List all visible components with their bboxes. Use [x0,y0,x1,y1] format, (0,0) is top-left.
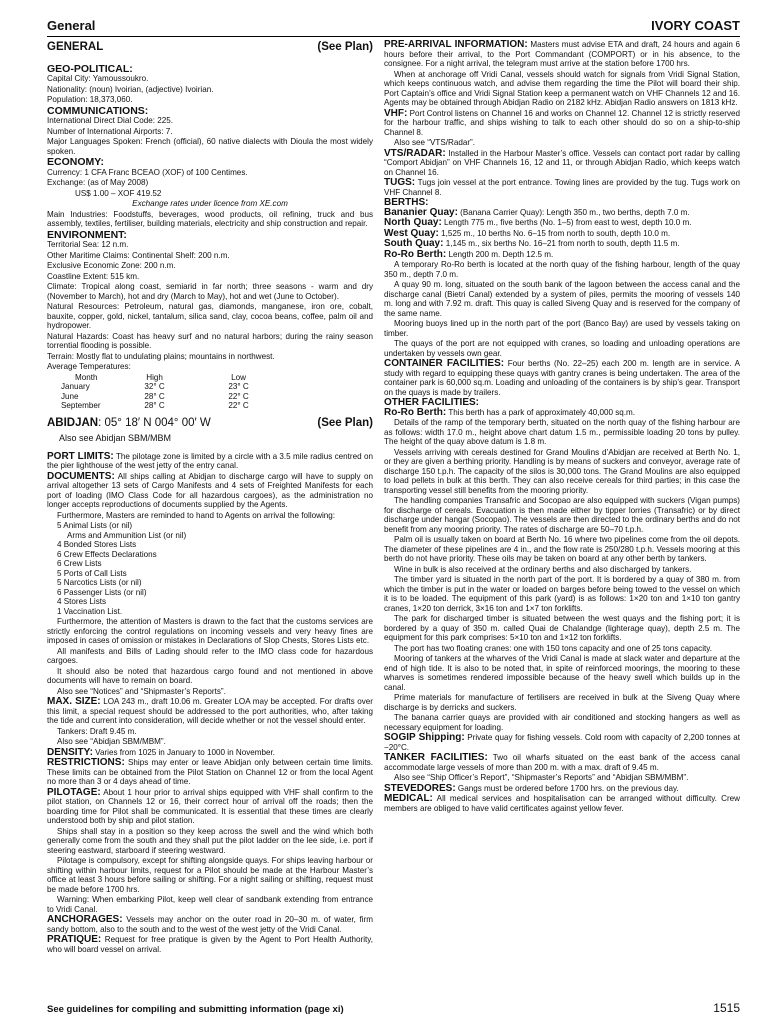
see-plan-link[interactable]: (See Plan) [317,416,373,429]
pilotage-para: Ships shall stay in a position so they keep across the swell and the wind which both generally come from the south and they shall put the pilot ladder on the lee side, i.e. port if steering eastward, starboard if steering westward. [47,826,373,855]
other-para: The banana carrier quays are provided with air conditioned and stocking hangers as well as necessary equipment for loading. [384,713,740,732]
geo-line: Nationality: (noun) Ivoirian, (adjective) Ivoirian. [47,84,214,94]
exchange-note: Exchange rates under licence from XE.com [132,199,288,208]
berth-south: South Quay: 1,145 m., six berths No. 16–21 from north to south, depth 11.5 m. [384,238,680,249]
pratique: PRATIQUE: Request for free pratique is given by the Agent to Port Health Authority, who will board vessel on arrival. [47,934,373,954]
vts-radar: VTS/RADAR: Installed in the Harbour Master’s office. Vessels can contact port radar by calling “Comport Abidjan” on VHF Channels 16, 12 and 11, or through Abidjan Radio, which keeps watch on Channel 16. [384,147,740,177]
table-row: September 28° C 22° C [61,401,249,410]
env-line: Territorial Sea: 12 n.m. [47,240,129,249]
other-para: The handling companies Transafric and Socopao are also equipped with suckers (Vigan pumps) for discharge of cereals. Evacuation is then made either by tipper lorries (Transafric) or by direct discharge under hangar (Socopao). The vessels are then directed to the ordinary berths and do not benefit from any mooring priority. The rates of discharge are 50–70 t.p.h. [384,496,740,534]
pilotage: PILOTAGE: About 1 hour prior to arrival ships equipped with VHF shall confirm to the pilot station, on Channels 12 or 16, their correct hour of arrival off the roads; then the boarding time for Pilot shall be communicated. It is essential that these times are clearly understood both by ship and pilot station. [47,786,373,825]
tanker-para: Also see “Ship Officer’s Report”, “Shipmaster’s Reports” and “Abidjan SBM/MBM”. [394,773,689,782]
other-para: Prime materials for manufacture of fertilisers are received in bulk at the Siveng Quay where discharge is by derricks and suckers. [384,693,740,712]
pre-arrival-para: When at anchorage off Vridi Canal, vessels should watch for signals from Vridi Signal Station, which keeps continuous watch, and advise them regarding the time the Pilot will board their ship. Port Captain’s office and Vridi Signal Station keep a permanent watch on VHF Channels 12 and 16. Agents may be obtained through Abidjan Radio on 2182 kHz. Abidjan Radio answers on 1813 kHz. [384,69,740,107]
comm-line: International Direct Dial Code: 225. [47,116,173,125]
list-item: 6 Crew Lists [57,559,102,568]
max-size: MAX. SIZE: LOA 243 m., draft 10.06 m. Greater LOA may be accepted. For drafts over this limit, a special request should be addressed to the port authorities, who, after taking the tide and current into consideration, will decide whether or not the vessel should enter. [47,696,373,725]
geo-line: Capital City: Yamoussoukro. [47,74,149,83]
other-para: Wine in bulk is also received at the ordinary berths and also discharged by tankers. [394,564,692,574]
documents-para: All manifests and Bills of Lading should refer to the IMO class code for hazardous cargoes. [47,646,373,665]
list-item: Arms and Ammunition List (or nil) [67,530,187,540]
list-item: 6 Crew Effects Declarations [57,549,157,559]
container-facilities: CONTAINER FACILITIES: Four berths (No. 22–25) each 200 m. length are in service. A study with regard to equipping these quays with gantry cranes is being undertaken. The area of the container park is 60,000 sq.m. Loading and unloading of the containers is by ship’s gear. Transport on the quays is made by trailers. [384,358,740,397]
see-also-sbm: Also see Abidjan SBM/MBM [59,433,172,443]
berth-bananier: Bananier Quay: (Banana Carrier Quay): Length 350 m., two berths, depth 7.0 m. [384,206,690,218]
comm-line: Number of International Airports: 7. [47,126,173,136]
other-para: Palm oil is usually taken on board at Berth No. 16 where two pipelines come from the oil depots. The diameter of these pipelines are 4 in., and the flow rate is 250/280 t.p.h. Vessels mooring at this berth do not have priority. These oils may be taken on board at any other berth by tankers. [384,535,740,563]
other-facilities-heading: OTHER FACILITIES: [384,397,479,408]
env-line: Coastline Extent: 515 km. [47,271,140,281]
berths-heading: BERTHS: [384,197,429,208]
other-para: Vessels arriving with cereals destined for Grand Moulins d’Abidjan are received at Berth No. 1, or they are given a berthing priority. Handling is by means of suckers and conveyor, average rate of discharge 150 t.p.h. The capacity of the silos is 30,000 tons. The Grand Moulins are also equipped to load pellets in bulk at this berth. They can also receive cereals for third parties; in this case the transporting vessel still benefits from the mooring priority. [384,447,740,495]
table-row: January 32° C 23° C [61,382,249,391]
port-coordinates: : 05° 18′ N 004° 00′ W [98,416,211,429]
env-line: Exclusive Economic Zone: 200 n.m. [47,261,176,270]
max-size-para: Also see “Abidjan SBM/MBM”. [57,737,166,746]
tugs: TUGS: Tugs join vessel at the port entrance. Towing lines are provided by the tug. Tugs work on VHF Channel 8. [384,177,740,197]
footer-guidelines: See guidelines for compiling and submitting information (page xi) [47,1004,344,1015]
temperature-table [61,373,293,411]
environment-heading: ENVIRONMENT: [47,228,127,241]
other-para: The port has two floating cranes: one with 150 tons capacity and one of 25 tons capacity. [394,643,712,653]
communications-heading: COMMUNICATIONS: [47,104,149,117]
other-para: Details of the ramp of the temporary berth, situated on the north quay of the fishing harbour are as follows: width 17.0 m., height above chart datum 1.5 m., permissible loading 20 tons by pulley. The height of the quay above datum is 1.8 m. [384,418,740,446]
list-item: 5 Animal Lists (or nil) [57,521,133,530]
berth-north: North Quay: Length 775 m., five berths (No. 1–5) from east to west, depth 10.0 m. [384,217,692,228]
comm-line: Major Languages Spoken: French (official), 60 native dialects with Dioula the most widely spoken. [47,137,373,156]
berths-para: A temporary Ro-Ro berth is located at the north quay of the fishing harbour, length of the quay 350 m., depth 7.0 m. [384,260,740,279]
other-para: The timber yard is situated in the north part of the port. It is bordered by a quay of 380 m. from which the timber is put in the water or loaded on barges before being towed to the vessel on which it is to be loaded. The equipment of this park (yard) is as follows: 1×20 ton and 1×10 ton gantry cranes, 1×20 ton derrick, 3×16 ton and 1×7 ton forklifts. [384,575,740,613]
vhf: VHF: Port Control listens on Channel 16 and works on Channel 12. Channel 12 is strictly reserved for the harbour traffic, and ships wishing to talk to each other should do so on a ship-to-ship Channel 8. [384,107,740,137]
econ-line: Exchange: (as of May 2008) [47,178,149,187]
env-line: Natural Hazards: Coast has heavy surf and no natural harbors; during the rainy season torrential flooding is possible. [47,331,373,350]
berth-west: West Quay: 1,525 m., 10 berths No. 6–15 from north to south, depth 10.0 m. [384,227,671,239]
geo-line: Population: 18,373,060. [47,95,133,104]
header-rule [47,36,740,37]
documents-para: Furthermore, Masters are reminded to hand to Agents on arrival the following: [57,510,336,520]
medical: MEDICAL: All medical services and hospitalisation can be arranged without difficulty. Crew members are obliged to have valid certificates against yellow fever. [384,793,740,813]
restrictions: RESTRICTIONS: Ships may enter or leave Abidjan only between certain time limits. These limits can be obtained from the Pilot Station on Channel 12 or from the local Agent no more than 3 or 4 days ahead of time. [47,757,373,786]
left-column [47,40,373,1000]
documents: DOCUMENTS: All ships calling at Abidjan to discharge cargo will have to supply on arrival altogether 13 sets of Cargo Manifests and 4 sets of Freighted Manifests for each port of loading (IMO Class Code for all hazardous cargoes), as the administration no longer accepts reproductions of documents supplied by the Agents. [47,470,373,509]
berths-para: Mooring buoys lined up in the north part of the port (Banco Bay) are used by vessels taking on timber. [384,319,740,338]
env-line: Natural Resources: Petroleum, natural gas, diamonds, manganese, iron ore, cobalt, bauxite, copper, gold, nickel, tantalum, silica sand, clay, cocoa beans, coffee, palm oil and hydropower. [47,302,373,330]
right-column [384,40,740,1000]
documents-para: It should also be noted that hazardous cargo found and not mentioned in above documents will have to remain on board. [47,666,373,685]
econ-line: Currency: 1 CFA Franc BCEAO (XOF) of 100 Centimes. [47,167,248,177]
list-item: 1 Vaccination List. [57,606,123,616]
pilotage-para: Warning: When embarking Pilot, keep well clear of sandbank extending from entrance to Vridi Canal. [47,895,373,914]
sogip-shipping: SOGIP Shipping: Private quay for fishing vessels. Cold room with capacity of 2,200 tonnes at −20°C. [384,732,740,752]
running-header-left: General [47,18,96,33]
pre-arrival-information: PRE-ARRIVAL INFORMATION: Masters must advise ETA and draft, 24 hours and again 6 hours before their arrival, to the Port Commandant (COMPORT) or in his absence, to the consignee. For a night arrival, the telegram must arrive at the station before 1700 hrs. [384,40,740,68]
vhf-para: Also see “VTS/Radar”. [394,138,475,147]
env-line: Climate: Tropical along coast, semiarid in far north; three seasons - warm and dry (November to March), hot and dry (March to May), hot and wet (June to October). [47,282,373,301]
port-name: ABIDJAN [47,416,99,429]
economy-heading: ECONOMY: [47,156,104,168]
list-item: 4 Bonded Stores Lists [57,540,137,549]
port-limits: PORT LIMITS: The pilotage zone is limited by a circle with a 3.5 mile radius centred on the pier lighthouse of the west jetty of the entry canal. [47,450,373,470]
general-section-title: GENERAL (See Plan) [47,41,373,53]
other-para: The park for discharged timber is situated between the west quays and the fishing port; it is bordered by a quay of 350 m. called Quai de Chalandge (lighterage quay), depth 2.5 m. The equipment for this park comprises: 5×10 ton and 1×12 ton forklifts. [384,614,740,642]
pilotage-para: Pilotage is compulsory, except for shifting alongside quays. For ships leaving harbour or shifting within harbour limits, request for a Pilot should be made at the Harbour Master’s office at least 3 hours before sailing or shifting. For a night sailing or shifting, request must be made before 1700 hrs. [47,856,373,894]
anchorages: ANCHORAGES: Vessels may anchor on the outer road in 20–30 m. of water, firm sandy bottom, also to the south and to the west of the west jetty of the Vridi Canal. [47,914,373,934]
see-plan-link[interactable]: (See Plan) [317,41,373,53]
running-header-right: IVORY COAST [651,18,740,33]
econ-line: US$ 1.00 – XOF 419.52 [75,188,162,198]
berths-para: A quay 90 m. long, situated on the south bank of the lagoon between the access canal and the discharge canal (Bietri Canal) extended by a system of piles, permits the mooring of vessels 140 m. long and with 7.92 m. draft. This quay is called Siveng Quay and is reserved for the company of the same name. [384,280,740,318]
stevedores: STEVEDORES: Gangs must be ordered before 1700 hrs. on the previous day. [384,782,679,794]
documents-para: Furthermore, the attention of Masters is drawn to the fact that the customs services are strictly enforcing the control regulations on incoming vessels and very heavy fines are imposed in cases of omission or mistakes in Declarations of Slop Chests, Stores Lists etc. [47,617,373,645]
berth-roro: Ro-Ro Berth: Length 200 m. Depth 12.5 m. [384,248,554,260]
env-line: Terrain: Mostly flat to undulating plains; mountains in northwest. [47,351,275,361]
documents-para: Also see “Notices” and “Shipmaster’s Reports”. [57,686,226,696]
list-item: 5 Ports of Call Lists [57,568,127,578]
tanker-facilities: TANKER FACILITIES: Two oil wharfs situated on the east bank of the access canal accommodate large vessels of more than 200 m. with a max. draft of 9.45 m. [384,752,740,772]
geo-political-heading: GEO-POLITICAL: [47,62,133,75]
other-para: Mooring of tankers at the wharves of the Vridi Canal is made at slack water and departure at the end of high tide. It is also to be noted that, in spite of reinforced moorings, the mooring to these wharves is sometimes rendered impossible because of the heavy swell which builds up in the canal. [384,654,740,692]
table-row: June 28° C 22° C [61,391,249,401]
document-list [57,521,373,616]
list-item: 4 Stores Lists [57,597,107,606]
list-item: 6 Passenger Lists (or nil) [57,587,147,597]
econ-industries: Main Industries: Foodstuffs, beverages, wood products, oil refining, truck and bus assembly, textiles, fertiliser, building materials, electricity and ship construction and repair. [47,209,373,228]
table-row: Month High Low [75,372,247,382]
abidjan-section-title [47,416,373,429]
page-number: 1515 [713,1001,740,1015]
env-line: Average Temperatures: [47,362,131,371]
max-size-para: Tankers: Draft 9.45 m. [57,726,137,736]
density: DENSITY: Varies from 1025 in January to 1000 in November. [47,746,275,758]
berths-para: The quays of the port are not equipped with cranes, so loading and unloading operations are undertaken by vessels own gear. [384,339,740,358]
env-line: Other Maritime Claims: Continental Shelf: 200 n.m. [47,250,230,260]
list-item: 5 Narcotics Lists (or nil) [57,578,142,587]
roro-facility: Ro-Ro Berth: This berth has a park of approximately 40,000 sq.m. [384,406,636,418]
